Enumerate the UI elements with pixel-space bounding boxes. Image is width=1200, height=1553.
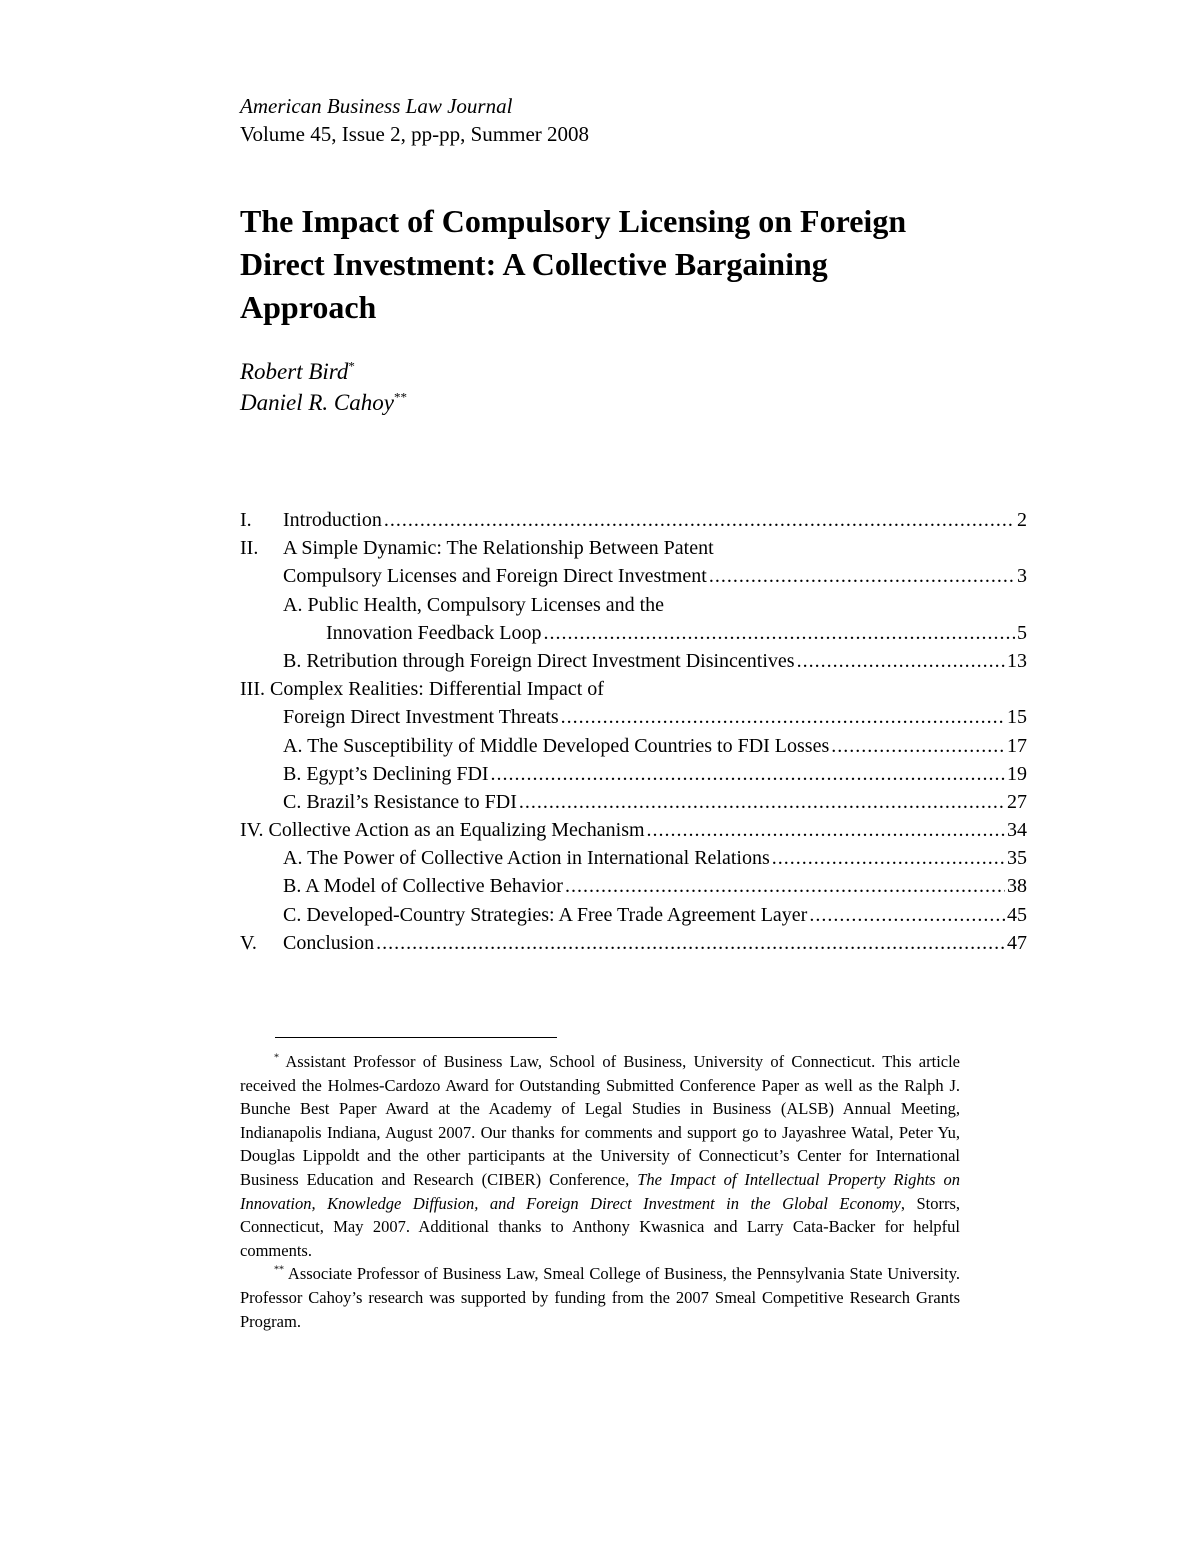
toc-entry-brazil (240, 788, 1027, 816)
toc-text: A. The Power of Collective Action in International Relations (283, 847, 770, 870)
dot-leader (809, 901, 1005, 929)
toc-page: 27 (1007, 790, 1027, 813)
footnote-mark: ** (393, 389, 407, 405)
footnote-mark: * (348, 358, 355, 374)
toc-entry-conclusion (240, 929, 1027, 957)
dot-leader (384, 506, 1015, 534)
toc-page: 5 (1017, 621, 1027, 644)
toc-entry-model-behavior (240, 872, 1027, 900)
toc-page: 19 (1007, 762, 1027, 785)
toc-page: 2 (1017, 509, 1027, 531)
table-of-contents (240, 506, 1027, 957)
journal-header (240, 92, 589, 148)
journal-name: American Business Law Journal (240, 94, 513, 118)
toc-number: V. (240, 931, 257, 954)
dot-leader (565, 872, 1005, 900)
author-name: Daniel R. Cahoy (240, 390, 394, 415)
dot-leader (519, 788, 1005, 816)
journal-volume: Volume 45, Issue 2, pp-pp, Summer 2008 (240, 122, 590, 146)
toc-entry-introduction (240, 506, 1027, 534)
footnote-mark: * (274, 1052, 279, 1064)
toc-text: Innovation Feedback Loop (326, 621, 542, 644)
toc-text: A Simple Dynamic: The Relationship Between Patent (283, 537, 714, 560)
footnote-mark: ** (274, 1264, 284, 1276)
toc-page: 35 (1007, 847, 1027, 870)
toc-entry-egypt (240, 760, 1027, 788)
dot-leader (831, 732, 1005, 760)
toc-entry-simple-dynamic (240, 534, 1027, 590)
toc-text: IV. Collective Action as an Equalizing Mechanism (240, 819, 645, 842)
toc-text: C. Developed-Country Strategies: A Free Trade Agreement Layer (283, 903, 808, 926)
dot-leader (797, 647, 1005, 675)
toc-entry-public-health (240, 591, 1027, 647)
toc-entry-middle-developed (240, 732, 1027, 760)
footnote-2 (240, 1262, 960, 1333)
toc-page: 3 (1017, 565, 1027, 588)
footnote-1 (240, 1050, 960, 1262)
toc-entry-complex-realities (240, 675, 1027, 731)
toc-text: Compulsory Licenses and Foreign Direct Investment (283, 565, 707, 588)
article-title: The Impact of Compulsory Licensing on Foreign Direct Investment: A Collective Bargaining Approach (240, 203, 907, 325)
author-list (240, 356, 407, 418)
toc-text: B. Retribution through Foreign Direct Investment Disincentives (283, 649, 795, 672)
dot-leader (376, 929, 1005, 957)
toc-page: 45 (1007, 903, 1027, 926)
dot-leader (772, 844, 1005, 872)
toc-entry-power-collective (240, 844, 1027, 872)
footnotes (240, 1050, 960, 1333)
toc-entry-retribution (240, 647, 1027, 675)
toc-page: 15 (1007, 706, 1027, 729)
footnote-text: Assistant Professor of Business Law, School of Business, University of Connecticut. This article received the Holmes-Cardozo Award for Outstanding Submitted Conference Paper as well as the Ralph J. Bunche Best Paper Award at the Academy of Legal Studies in Business (ALSB) Annual Meeting, Indianapolis Indiana, August 2007. Our thanks for comments and support go to Jayashree Watal, Peter Yu, Douglas Lippoldt and the other participants at the University of Connecticut’s Center for International Business Education and Research (CIBER) Conference, (240, 1052, 961, 1189)
dot-leader (491, 760, 1005, 788)
toc-number: I. (240, 509, 252, 531)
toc-number: II. (240, 537, 259, 560)
author-name: Robert Bird (240, 359, 349, 384)
toc-text: B. A Model of Collective Behavior (283, 875, 563, 898)
author (240, 387, 407, 418)
toc-page: 47 (1007, 931, 1027, 954)
toc-text: B. Egypt’s Declining FDI (283, 762, 489, 785)
toc-text: Foreign Direct Investment Threats (283, 706, 559, 729)
toc-text: Introduction (283, 509, 382, 531)
footnote-divider (275, 1037, 557, 1038)
conference-title: The Impact of Intellectual Property Rights on Innovation, Knowledge Diffusion, and Foreign Direct Investment in the Global Economy (240, 1169, 961, 1213)
dot-leader (544, 619, 1016, 647)
toc-page: 13 (1007, 649, 1027, 672)
footnote-text: Associate Professor of Business Law, Smeal College of Business, the Pennsylvania State University. Professor Cahoy’s research was supported by funding from the 2007 Smeal Competitive Research Grants Program. (240, 1264, 960, 1331)
toc-text: III. Complex Realities: Differential Impact of (240, 678, 604, 701)
toc-text: A. Public Health, Compulsory Licenses and the (283, 593, 665, 616)
toc-page: 17 (1007, 734, 1027, 757)
toc-text: A. The Susceptibility of Middle Developed Countries to FDI Losses (283, 734, 830, 757)
toc-page: 38 (1007, 875, 1027, 898)
dot-leader (709, 562, 1015, 590)
toc-page: 34 (1007, 819, 1027, 842)
dot-leader (561, 703, 1005, 731)
dot-leader (647, 816, 1005, 844)
toc-text: Conclusion (283, 931, 375, 954)
toc-entry-developed-country (240, 901, 1027, 929)
toc-text: C. Brazil’s Resistance to FDI (283, 790, 517, 813)
author (240, 356, 407, 387)
toc-entry-collective-action (240, 816, 1027, 844)
footnote-text: , Storrs, Connecticut, May 2007. Additional thanks to Anthony Kwasnica and Larry Cata-Backer for helpful comments. (240, 1193, 960, 1260)
